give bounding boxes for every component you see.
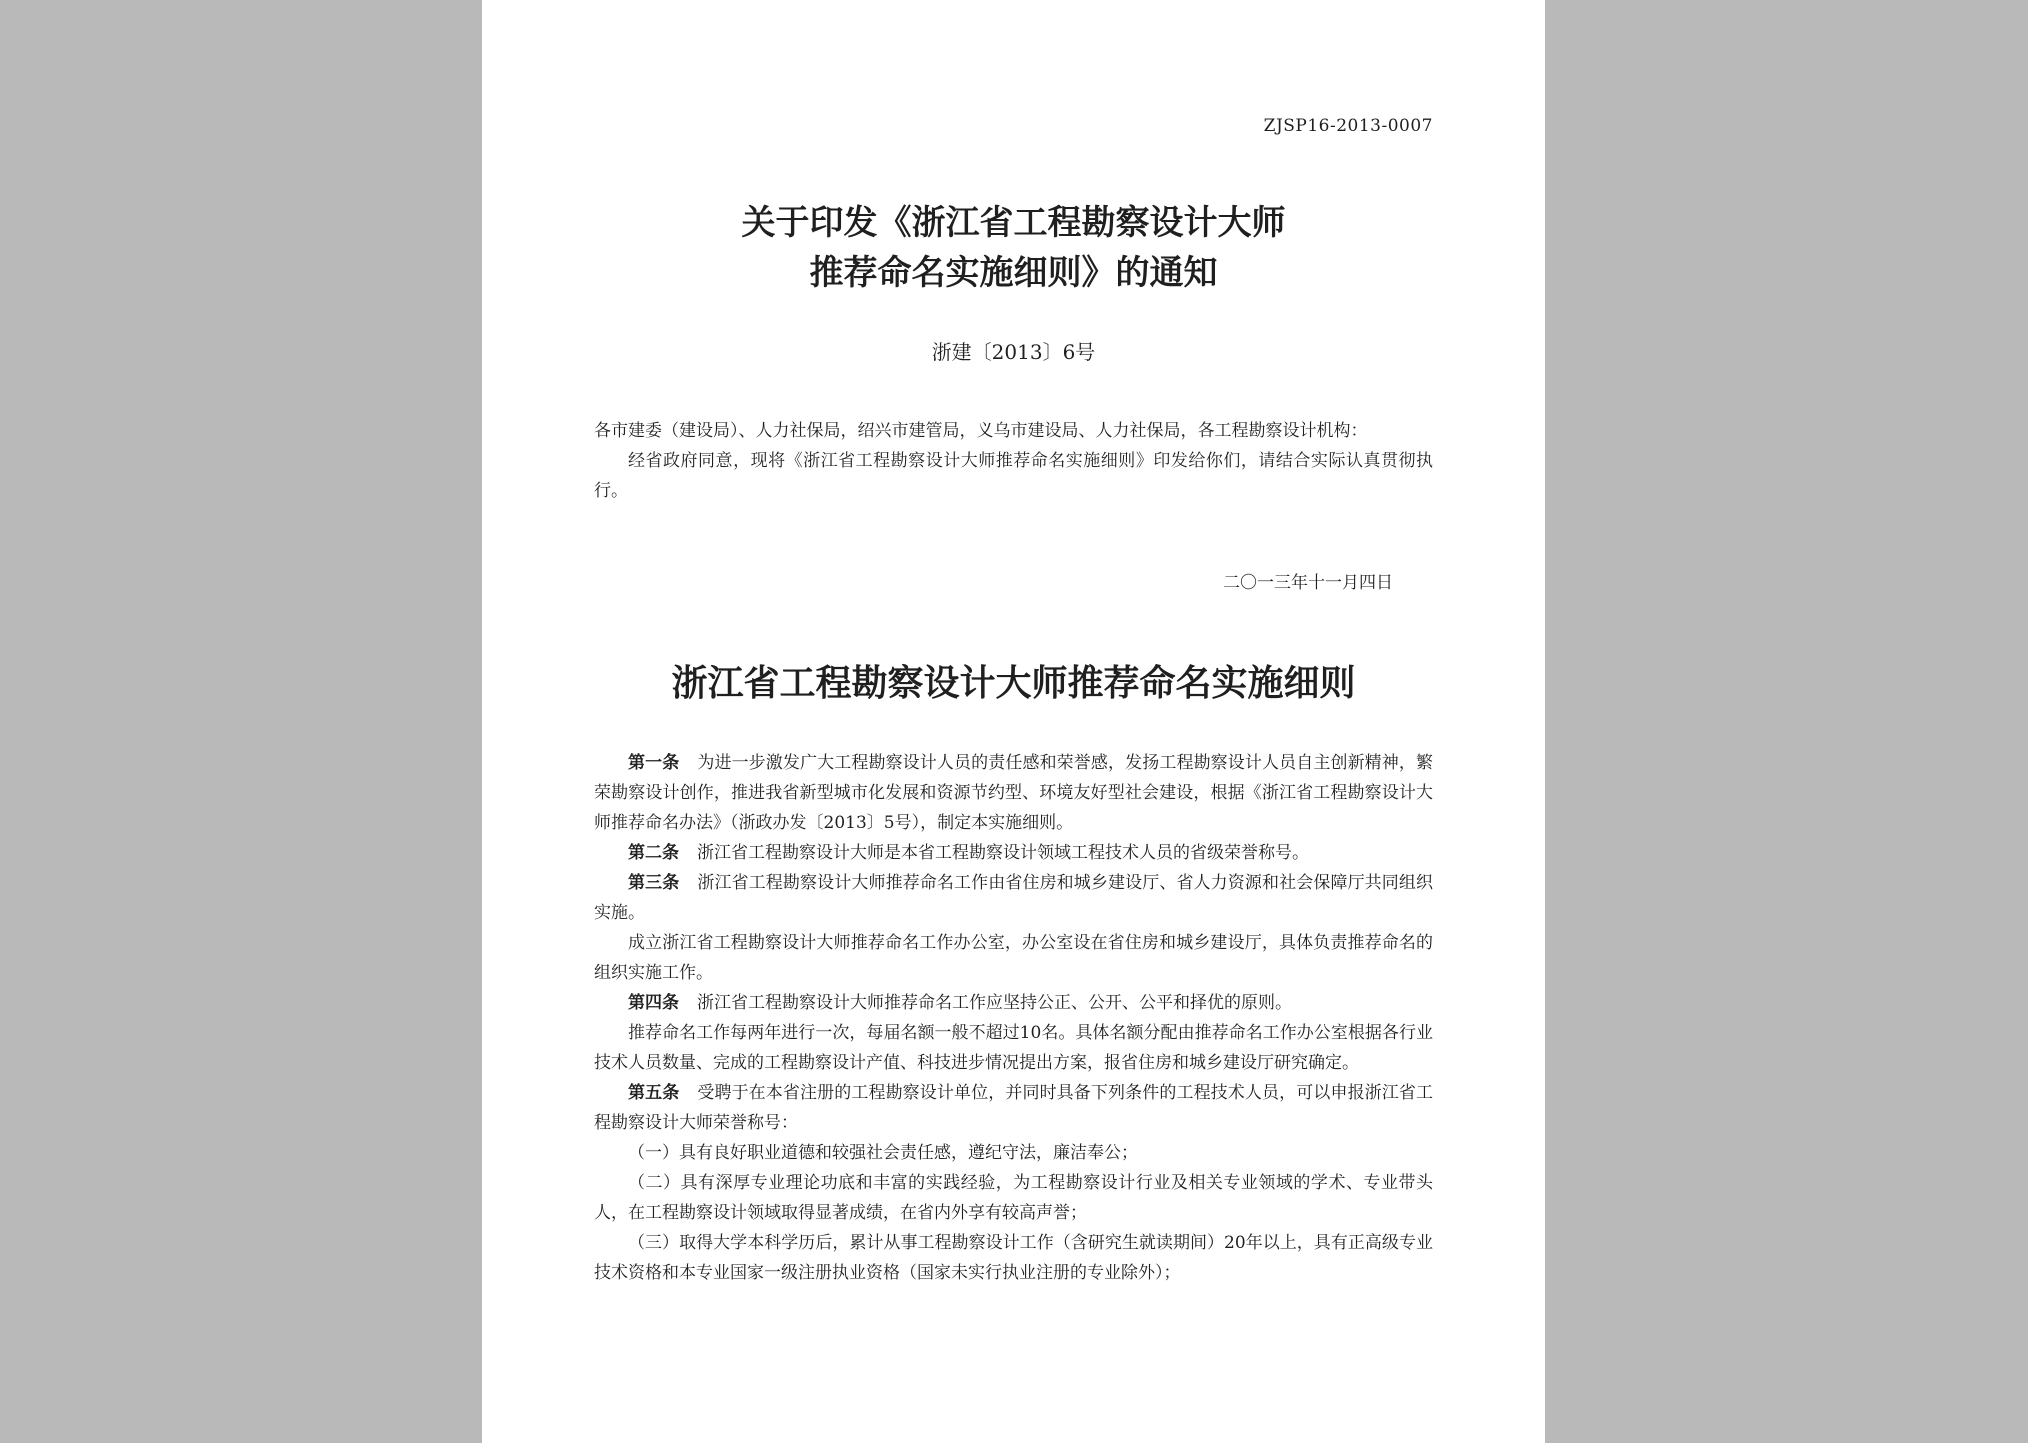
document-page xyxy=(482,0,1545,1443)
article-paragraph xyxy=(594,928,1433,988)
notice-paragraph: 经省政府同意，现将《浙江省工程勘察设计大师推荐命名实施细则》印发给你们，请结合实际认真贯彻执行。 xyxy=(594,451,1433,501)
article-paragraph xyxy=(594,868,1433,928)
article-paragraph xyxy=(594,1078,1433,1138)
article-paragraph xyxy=(594,1018,1433,1078)
article-paragraph xyxy=(594,988,1433,1018)
notice-title xyxy=(482,198,1545,298)
article-label: 第五条 xyxy=(628,1083,680,1103)
article-text: 浙江省工程勘察设计大师推荐命名工作应坚持公正、公开、公平和择优的原则。 xyxy=(697,993,1292,1013)
condition-item xyxy=(594,1228,1433,1288)
article-label: 第三条 xyxy=(628,873,680,893)
notice-title-line2: 推荐命名实施细则》的通知 xyxy=(809,253,1218,293)
notice-recipients: 各市建委（建设局）、人力社保局，绍兴市建管局，义乌市建设局、人力社保局，各工程勘察设计机构： xyxy=(594,421,1368,441)
condition-item xyxy=(594,1168,1433,1228)
article-label: 第一条 xyxy=(628,753,680,773)
article-paragraph xyxy=(594,838,1433,868)
article-text: 推荐命名工作每两年进行一次，每届名额一般不超过10名。具体名额分配由推荐命名工作办公室根据各行业技术人员数量、完成的工程勘察设计产值、科技进步情况提出方案，报省住房和城乡建设厅研究确定。 xyxy=(594,1023,1433,1073)
article-label: 第四条 xyxy=(628,993,679,1013)
article-text: 浙江省工程勘察设计大师是本省工程勘察设计领域工程技术人员的省级荣誉称号。 xyxy=(697,843,1309,863)
article-text: 成立浙江省工程勘察设计大师推荐命名工作办公室，办公室设在省住房和城乡建设厅，具体负责推荐命名的组织实施工作。 xyxy=(594,933,1433,983)
document-id: ZJSP16-2013-0007 xyxy=(1263,116,1433,136)
article-text: 浙江省工程勘察设计大师推荐命名工作由省住房和城乡建设厅、省人力资源和社会保障厅共同组织实施。 xyxy=(594,873,1434,923)
article-text: 为进一步激发广大工程勘察设计人员的责任感和荣誉感，发扬工程勘察设计人员自主创新精神，繁荣勘察设计创作，推进我省新型城市化发展和资源节约型、环境友好型社会建设，根据《浙江省工程勘察设计大师推荐命名办法》（浙政办发〔2013〕5号），制定本实施细则。 xyxy=(594,753,1434,833)
rules-body xyxy=(594,748,1433,1288)
issue-date: 二〇一三年十一月四日 xyxy=(1223,573,1393,593)
condition-text: （二）具有深厚专业理论功底和丰富的实践经验，为工程勘察设计行业及相关专业领域的学术、专业带头人，在工程勘察设计领域取得显著成绩，在省内外享有较高声誉； xyxy=(594,1173,1433,1223)
notice-title-line1: 关于印发《浙江省工程勘察设计大师 xyxy=(741,203,1286,243)
condition-text: （一）具有良好职业道德和较强社会责任感，遵纪守法，廉洁奉公； xyxy=(628,1143,1138,1163)
article-label: 第二条 xyxy=(628,843,679,863)
condition-text: （三）取得大学本科学历后，累计从事工程勘察设计工作（含研究生就读期间）20年以上，具有正高级专业技术资格和本专业国家一级注册执业资格（国家未实行执业注册的专业除外）； xyxy=(594,1233,1433,1283)
condition-item xyxy=(594,1138,1433,1168)
article-text: 受聘于在本省注册的工程勘察设计单位，并同时具备下列条件的工程技术人员，可以申报浙江省工程勘察设计大师荣誉称号： xyxy=(594,1083,1434,1133)
document-number: 浙建〔2013〕6号 xyxy=(931,340,1096,364)
article-paragraph xyxy=(594,748,1433,838)
notice-body xyxy=(594,416,1433,506)
rules-title: 浙江省工程勘察设计大师推荐命名实施细则 xyxy=(671,662,1356,704)
